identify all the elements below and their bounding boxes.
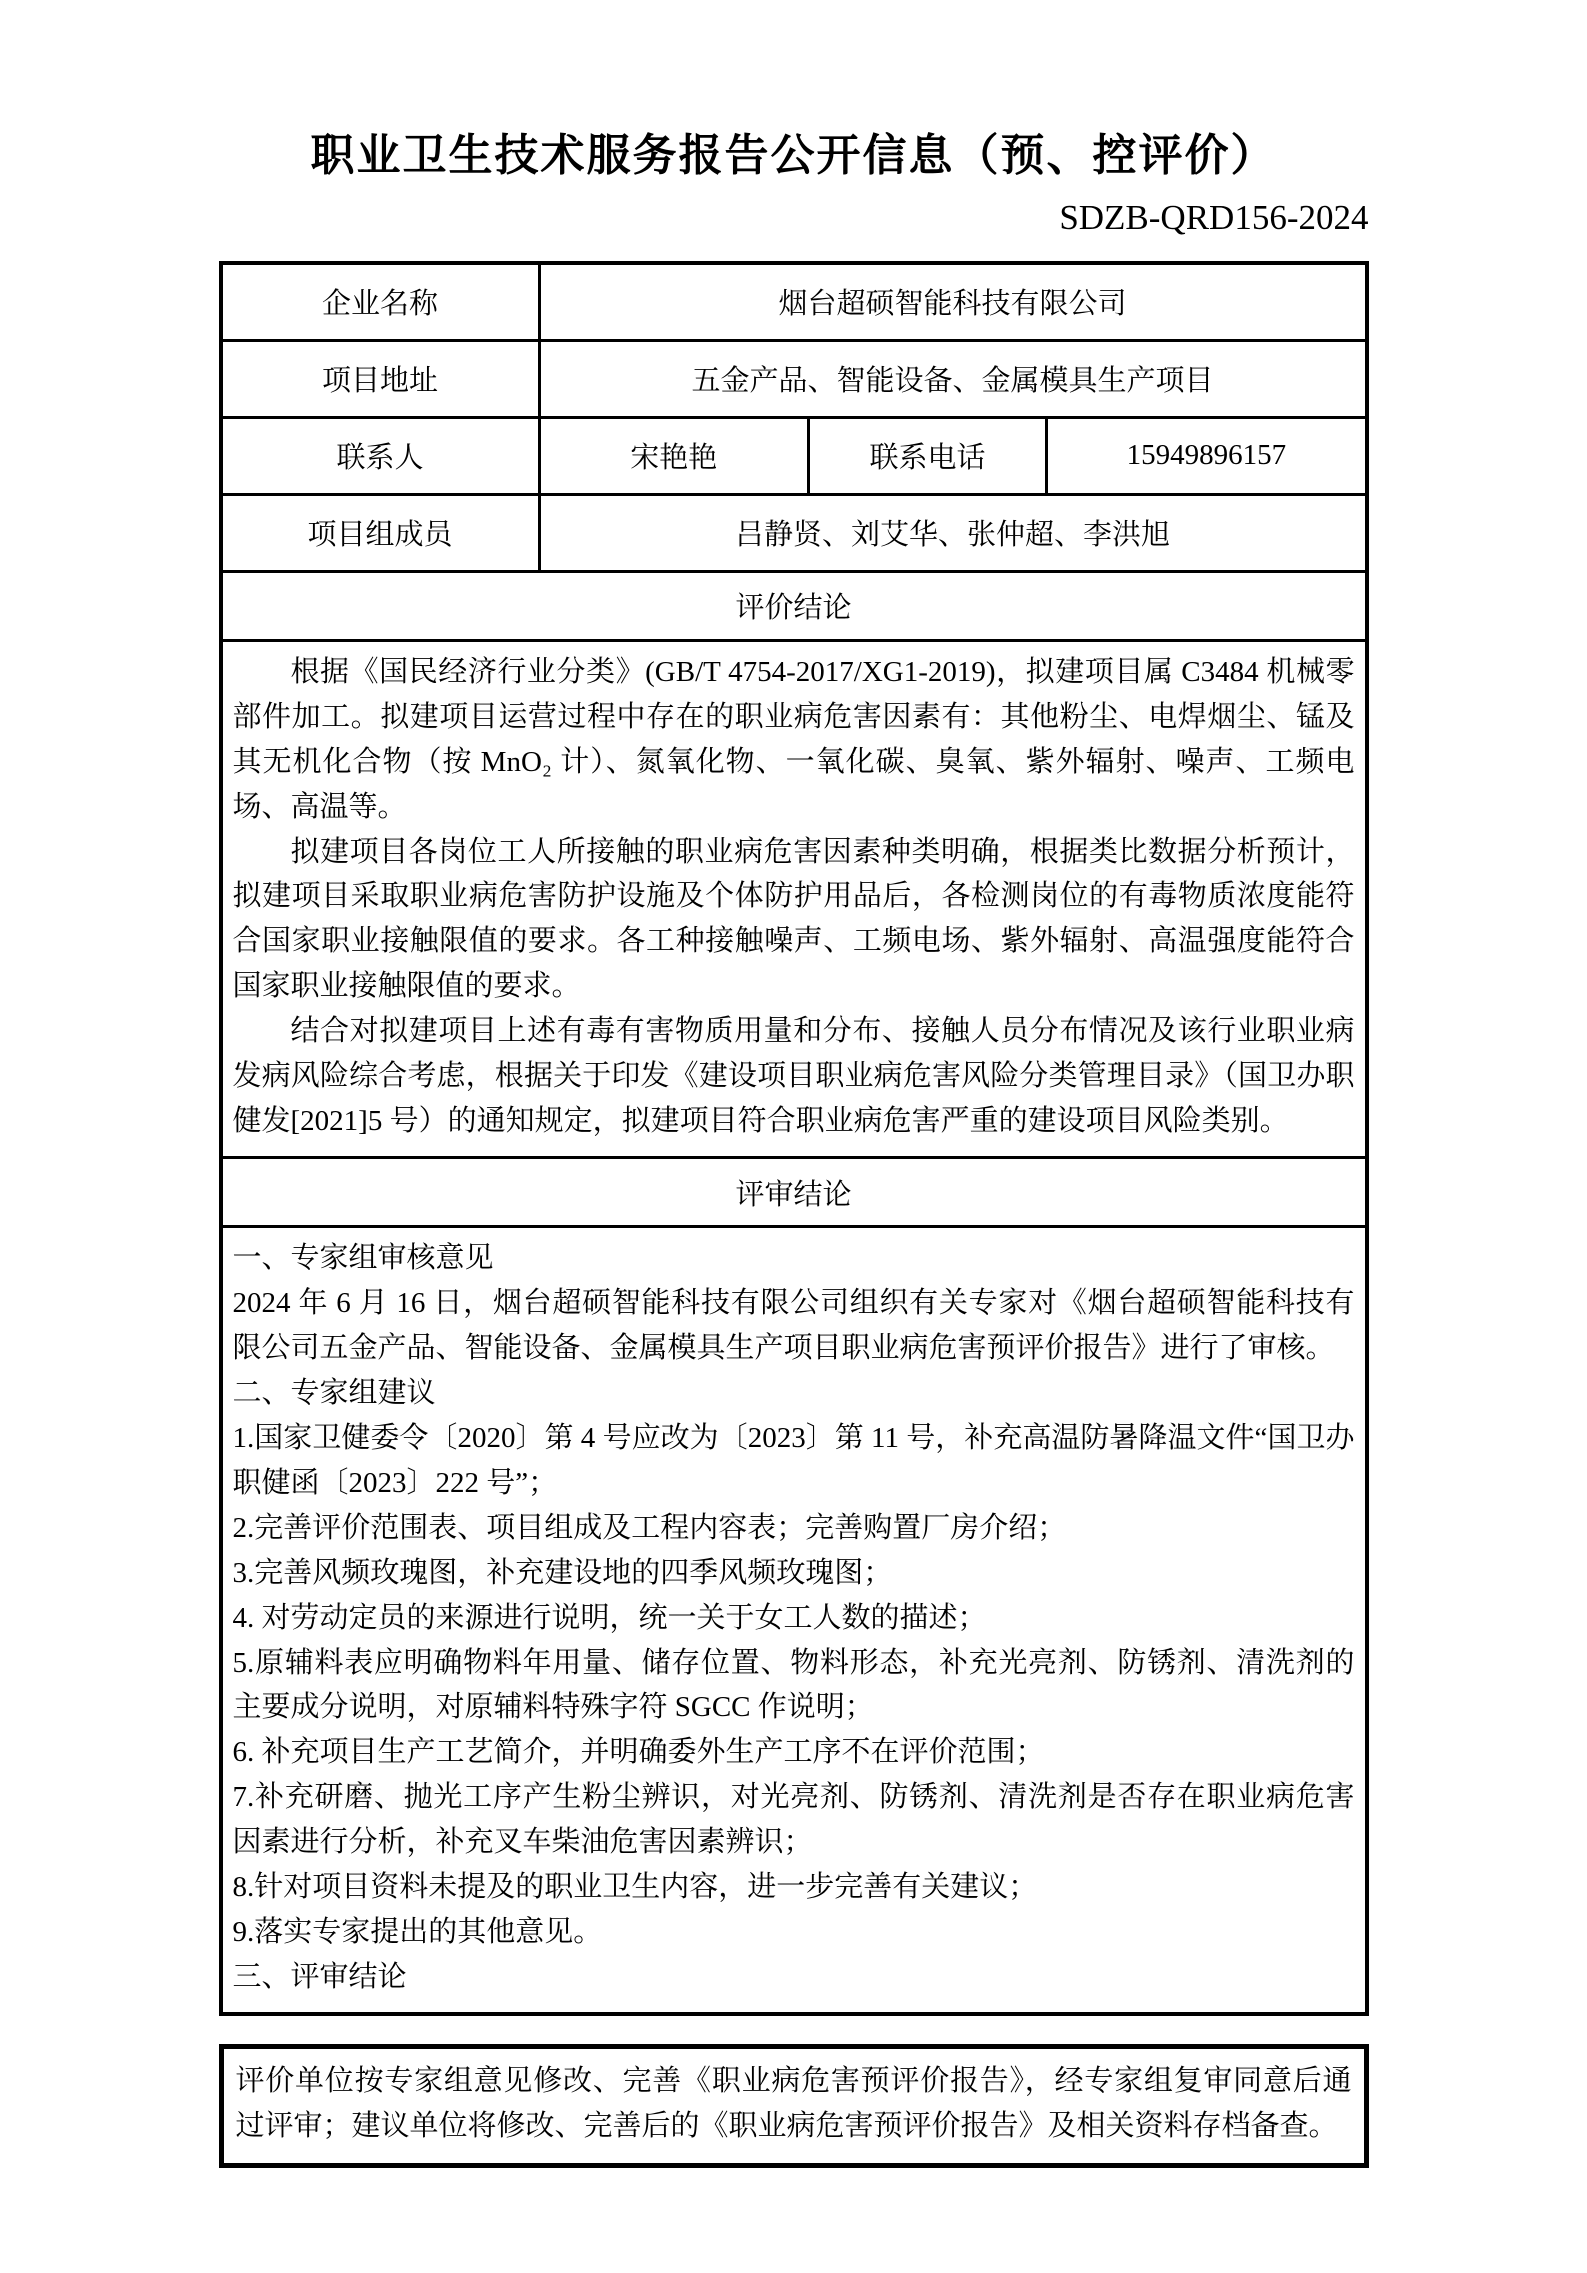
- company-name-label: 企业名称: [221, 263, 540, 341]
- table-row-company: [221, 263, 1367, 341]
- project-team-label: 项目组成员: [221, 494, 540, 571]
- evaluation-paragraph: 根据《国民经济行业分类》(GB/T 4754-2017/XG1-2019)，拟建项目属 C3484 机械零部件加工。拟建项目运营过程中存在的职业病危害因素有：其他粉尘、电焊烟尘、锰及其无机化合物（按 MnO₂ 计）、氮氧化物、一氧化碳、臭氧、紫外辐射、噪声、工频电场、高温等。: [232, 655, 1355, 823]
- contact-person-label: 联系人: [221, 417, 540, 494]
- project-address-value: 五金产品、智能设备、金属模具生产项目: [539, 340, 1366, 417]
- table-row-review-header: [221, 1158, 1367, 1227]
- contact-phone-label: 联系电话: [808, 417, 1046, 494]
- table-row-contact: [221, 417, 1367, 494]
- review-line: 6. 补充项目生产工艺简介，并明确委外生产工序不在评价范围；: [232, 1736, 1045, 1769]
- contact-person-value: 宋艳艳: [539, 417, 808, 494]
- company-name-value: 烟台超硕智能科技有限公司: [539, 263, 1366, 341]
- document-content: [219, 0, 1369, 2168]
- review-line: 1.国家卫健委令〔2020〕第 4 号应改为〔2023〕第 11 号，补充高温防暑降温文件“国卫办职健函〔2023〕222 号”；: [232, 1421, 1355, 1499]
- contact-phone-value: 15949896157: [1047, 417, 1367, 494]
- review-line: 二、专家组建议: [232, 1376, 436, 1409]
- review-line: 2024 年 6 月 16 日，烟台超硕智能科技有限公司组织有关专家对《烟台超硕智能科技有限公司五金产品、智能设备、金属模具生产项目职业病危害预评价报告》进行了审核。: [232, 1287, 1355, 1364]
- review-line: 4. 对劳动定员的来源进行说明，统一关于女工人数的描述；: [232, 1601, 987, 1634]
- document-number: SDZB-QRD156-2024: [1059, 197, 1369, 237]
- page-title: 职业卫生技术服务报告公开信息（预、控评价）: [310, 131, 1277, 180]
- table-row-review-body: [221, 1227, 1367, 2014]
- review-line: 3.完善风频玫瑰图，补充建设地的四季风频玫瑰图；: [232, 1556, 893, 1589]
- evaluation-paragraph: 拟建项目各岗位工人所接触的职业病危害因素种类明确，根据类比数据分析预计，拟建项目采取职业病危害防护设施及个体防护用品后，各检测岗位的有毒物质浓度能符合国家职业接触限值的要求。各工种接触噪声、工频电场、紫外辐射、高温强度能符合国家职业接触限值的要求。: [232, 835, 1355, 1003]
- review-conclusion-header: 评审结论: [221, 1158, 1367, 1227]
- table-row-evaluation-header: [221, 571, 1367, 640]
- evaluation-paragraph: 结合对拟建项目上述有毒有害物质用量和分布、接触人员分布情况及该行业职业病发病风险综合考虑，根据关于印发《建设项目职业病危害风险分类管理目录》（国卫办职健发[2021]5 号）的通知规定，拟建项目符合职业病危害严重的建设项目风险类别。: [232, 1015, 1355, 1138]
- review-line: 8.针对项目资料未提及的职业卫生内容，进一步完善有关建议；: [232, 1871, 1038, 1904]
- review-line: 一、专家组审核意见: [232, 1242, 494, 1275]
- table-row-address: [221, 340, 1367, 417]
- review-conclusion-content: [221, 1227, 1367, 2014]
- review-line: 5.原辅料表应明确物料年用量、储存位置、物料形态，补充光亮剂、防锈剂、清洗剂的主要成分说明，对原辅料特殊字符 SGCC 作说明；: [232, 1646, 1355, 1724]
- final-note-text: 评价单位按专家组意见修改、完善《职业病危害预评价报告》，经专家组复审同意后通过评审；建议单位将修改、完善后的《职业病危害预评价报告》及相关资料存档备查。: [235, 2065, 1352, 2142]
- review-line: 7.补充研磨、抛光工序产生粉尘辨识，对光亮剂、防锈剂、清洗剂是否存在职业病危害因素进行分析，补充叉车柴油危害因素辨识；: [232, 1781, 1355, 1859]
- evaluation-conclusion-header: 评价结论: [221, 571, 1367, 640]
- review-line: 三、评审结论: [232, 1961, 407, 1994]
- review-line: 9.落实专家提出的其他意见。: [232, 1916, 603, 1949]
- evaluation-conclusion-content: [221, 640, 1367, 1157]
- report-info-table: [219, 261, 1369, 2016]
- project-address-label: 项目地址: [221, 340, 540, 417]
- table-row-team: [221, 494, 1367, 571]
- project-team-value: 吕静贤、刘艾华、张仲超、李洪旭: [539, 494, 1366, 571]
- table-row-evaluation-body: [221, 640, 1367, 1157]
- review-line: 2.完善评价范围表、项目组成及工程内容表；完善购置厂房介绍；: [232, 1511, 1067, 1544]
- final-note-box: [219, 2044, 1369, 2168]
